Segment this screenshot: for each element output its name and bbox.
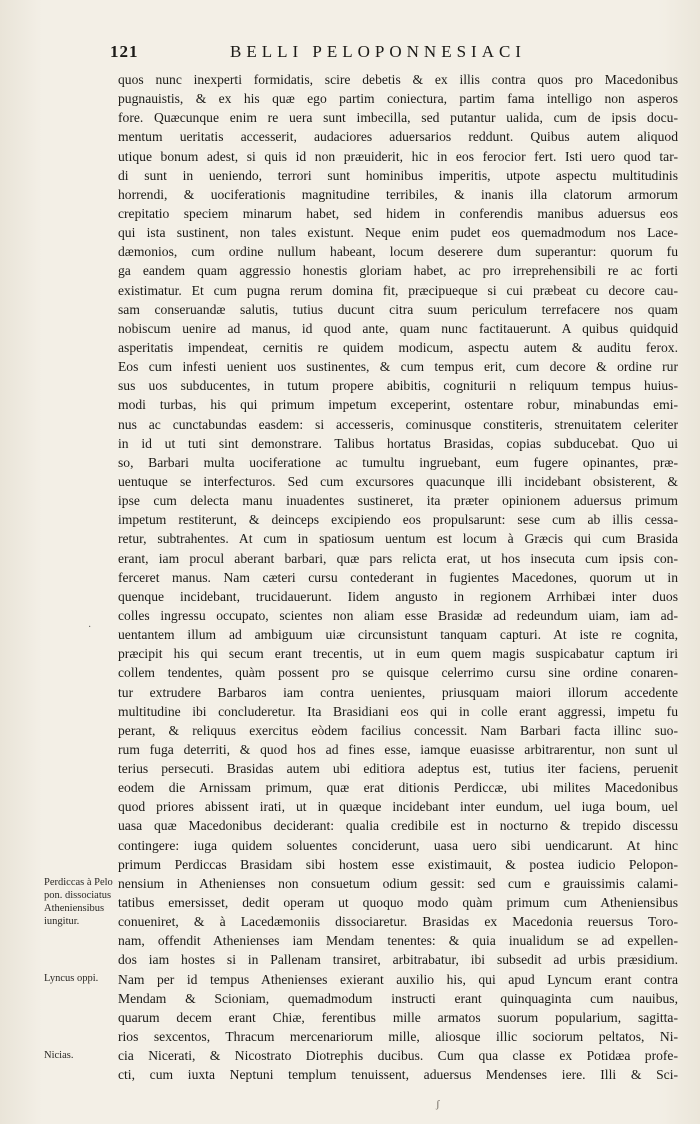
main-text-block (118, 70, 678, 1084)
text-line: horrendi, & uociferationis magnitudine terribiles, & inanis illa clatorum armorum (118, 186, 678, 202)
text-line: crepitatio speciem minarum habet, sed hidem in conferendis manibus aduersus eos (118, 205, 678, 221)
text-line: cia Nicerati, & Nicostrato Diotrephis ducibus. Cum qua classe ex Potidæa profe- (118, 1048, 678, 1064)
page-number: 121 (110, 42, 139, 61)
marginal-note: Nicias. (44, 1049, 74, 1061)
text-line: uentuque se interfecturos. Sed cum excursores quacunque illi incidebant obsisterent, & (118, 473, 678, 489)
text-line: ipse cum delecta manu inuadentes sustineret, ita præter opinionem aduersus primum (118, 493, 678, 509)
text-line: sam conseruandæ salutis, tutius ducunt citra suum periculum terrefacere nos quam (118, 301, 678, 317)
text-line: quenque incidebant, trucidauerunt. Iidem angusto in regionem Arrhibæi inter duos (118, 588, 678, 604)
text-line: impetum restiterunt, & deinceps excipiendo eos propulsarunt: sese cum ab illis cessa- (118, 512, 678, 528)
text-line: pugnauistis, & ex his quæ ego partim coniectura, partim fama intelligo non asperos (118, 91, 678, 107)
text-line: dæmonios, cum ordine nullum habeant, locum deserere dum superantur: quorum fu (118, 244, 678, 260)
text-line: mentum ueritatis accesserit, audaciores aduersarios reddunt. Quibus autem aliquod (118, 129, 678, 145)
text-line: Mendam & Scioniam, quemadmodum instructi erant quinquaginta cum nauibus, (118, 990, 678, 1006)
text-line: tatibus emersisset, dedit operam ut quoquo modo quàm primum cum Atheniensibus (118, 895, 678, 911)
text-line: modi turbas, his qui primum impetum exceperint, ostentare robur, minabundas emi- (118, 397, 678, 413)
text-line: colles ingressu occupato, scientes non aliam esse Brasidæ ad redeundum uiam, iam ad- (118, 607, 678, 623)
text-line: nus ac cunctabundas easdem: si accesseris, cominusque constiteris, strenuitatem celeriter (118, 416, 678, 432)
marginal-note: Lyncus oppi. (44, 973, 99, 985)
text-line: contingere: iuga quidem soluentes conciderunt, uasa uero sibi uendicarunt. At hinc (118, 837, 678, 853)
text-line: existimatur. Et cum pugna rerum domina fit, præcipueque si cui præbeat cu decore cau- (118, 282, 678, 298)
marginal-note: Perdiccas à Pelo pon. dissociatus Atheniensibus iungitur. (44, 877, 113, 928)
text-line: Eos cum infesti uenient uos sustinentes, & cum tempus erit, cum decore & ordine rur (118, 359, 678, 375)
text-line: in id ut tuti sint demonstrare. Talibus hortatus Brasidas, copias subducebat. Quo ui (118, 435, 678, 451)
text-line: fore. Quæcunque enim re uera sunt imbecilla, sed putantur ualida, cum de ipsis docu- (118, 110, 678, 126)
text-line: cti, cum iuxta Neptuni templum tenuissent, aduersus Mendenses iere. Illi & Sci- (118, 1067, 678, 1083)
text-line: perant, & reliquus exercitus eòdem facilius concessit. Nam Barbari facta illinc suo- (118, 722, 678, 738)
text-line: quarum decem erant Chiæ, ferentibus mille armatos suorum popularium, sagitta- (118, 1009, 678, 1025)
page-header (110, 42, 670, 66)
text-line: asperitatis impendeat, cernitis re quidem modicum, aspectu autem & auditu ferox. (118, 339, 678, 355)
text-line: nensium in Athenienses non consuetum odium gessit: sed cum e grauissimis calami- (118, 875, 678, 891)
text-line: so, Barbari multa uociferatione ac tumultu ingruebant, eum fugere opinantes, præ- (118, 454, 678, 470)
text-line: eodem die Arnissam primum, quæ erat ditionis Perdiccæ, ubi milites Macedonibus (118, 780, 678, 796)
text-line: Nam per id tempus Athenienses exierant auxilio his, qui apud Lyncum erant contra (118, 971, 678, 987)
text-line: collem tendentes, quàm possent pro se quisque celerrimo cursu sine ordine conaren- (118, 665, 678, 681)
running-head: BELLI PELOPONNESIACI (230, 42, 526, 61)
text-line: rios sexcentos, Thracum mercenariorum mille, aliosque illic sociorum peltatos, Ni- (118, 1029, 678, 1045)
printer-mark: · (88, 622, 92, 633)
text-line: retur, subtrahentes. At cum in spatiosum uentum est locum à Græcis qui cum Brasida (118, 531, 678, 547)
text-line: tur extrudere Barbaros iam contra uenientes, priusquam maiori illorum accedente (118, 684, 678, 700)
text-line: ga eandem quam aggressio honestis gloriam habet, ac pro irreprehensibili re ac forti (118, 263, 678, 279)
text-line: utique bonum adest, si quis id non præuiderit, hic in eos ferocior fert. Isti uero quod tar- (118, 148, 678, 164)
text-line: di sunt in ueniendo, terrori sunt hominibus imperitis, utpote aspectu multitudinis (118, 167, 678, 183)
text-line: erant, iam procul aberant barbari, quæ pars relicta erat, ut hos insecuta cum ipsis con- (118, 550, 678, 566)
text-line: dos iam hostes si in Pallenam transiret, arbitrabatur, ibi subsedit ad urbis præsidium. (118, 952, 678, 968)
text-line: rum fuga deterriti, & quod hos ad fines esse, iamque euasisse arbitrarentur, non sunt ul (118, 741, 678, 757)
text-line: uentantem illum ad ambiguum uiæ circunsistunt tanquam capturi. At iste re cognita, (118, 627, 678, 643)
text-line: quos nunc inexperti formidatis, scire debetis & ex illis contra quos pro Macedonibus (118, 72, 678, 87)
text-line: uasa quæ Macedonibus deciderant: qualia credibile est in nocturno & trepido discessu (118, 818, 678, 834)
text-line: præcipit his qui secum erant trecentis, ut in eum quem magis suspicabatur captum iri (118, 646, 678, 662)
text-line: primum Perdiccas Brasidam sibi hostem esse existimauit, & postea iudicio Pelopon- (118, 856, 678, 872)
text-line: multitudine ibi concluderetur. Ita Brasidiani eos qui in colle erant aggressi, impetu fu (118, 703, 678, 719)
text-line: sus uos subducentes, in tutum propere abibitis, cogniturii n reliquum tempus huius- (118, 378, 678, 394)
text-line: qui ista sustinent, non tales existunt. Neque enim pudet eos quemadmodum nos Lace- (118, 225, 678, 241)
text-line: nam, offendit Athenienses iam Mendam tenentes: & quia inualidum se ad expellen- (118, 933, 678, 949)
text-line: ferceret manus. Nam cæteri cursu contederant in fugientes Macedones, quorum ut in (118, 569, 678, 585)
text-line: nobiscum uenire ad manus, id quod ante, quam nunc factitauerunt. A quibus quidquid (118, 320, 678, 336)
text-line: conueniret, & à Lacedæmoniis dissociaretur. Brasidas ex Macedonia reuersus Toro- (118, 914, 678, 930)
text-line: terius persecuti. Brasidas autem ubi editiora adeptus est, tutius iter faciens, peruenit (118, 761, 678, 777)
text-line: quod priores abissent irati, ut in quæque incidebant inter eundum, uel iuga boum, uel (118, 799, 678, 815)
signature-mark: ʃ (436, 1098, 440, 1110)
